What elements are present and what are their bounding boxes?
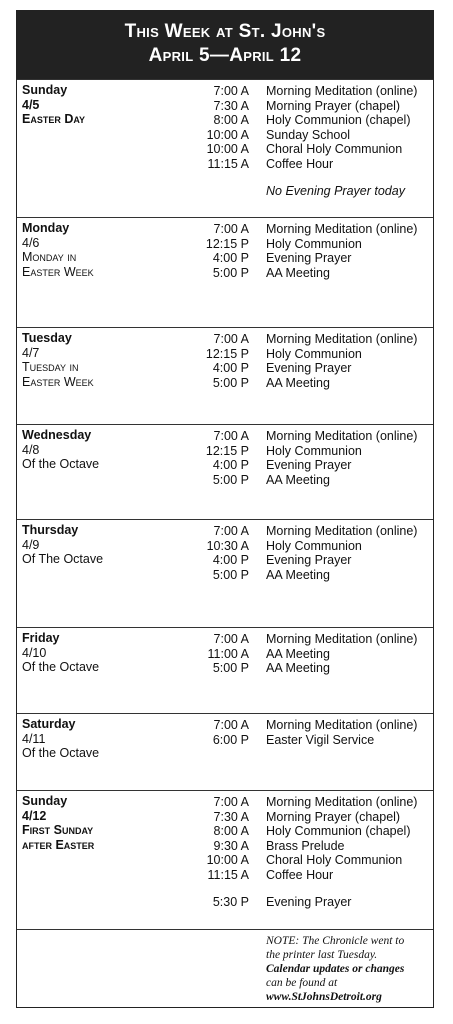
event-time: 7:00 A [213,524,249,538]
event-row [17,84,433,99]
day-observance: Easter Week [22,264,94,279]
event-title: Evening Prayer [266,553,352,567]
event-row [17,458,433,473]
event-title: Holy Communion [266,346,362,361]
event-row [17,853,433,868]
day-observance: Tuesday in [22,360,79,374]
event-title: Evening Prayer [266,361,352,375]
event-title: Choral Holy Communion [266,142,403,156]
day-date: 4/6 [22,235,40,250]
day-observance: Of The Octave [22,552,104,566]
event-row [17,113,433,128]
event-title: Morning Meditation (online) [266,795,418,809]
event-time: 7:00 A [213,222,249,236]
day-section [17,327,433,425]
day-observance: Of the Octave [22,457,100,471]
day-section [17,424,433,520]
event-row [17,361,433,376]
day-section [17,519,433,628]
event-time: 5:00 P [212,472,249,487]
event-time: 8:00 A [213,113,249,127]
event-title: Brass Prelude [266,838,345,853]
event-row [17,733,433,748]
event-time: 9:30 A [213,838,249,853]
event-row [17,868,433,883]
day-date: 4/9 [22,537,40,552]
event-title: Morning Prayer (chapel) [266,98,401,113]
event-row [17,473,433,488]
day-date: 4/10 [22,645,47,660]
event-row [17,553,433,568]
day-name: Monday [22,221,70,235]
event-row [17,332,433,347]
event-row [17,795,433,810]
event-row [17,184,433,199]
event-row [17,376,433,391]
day-section [17,790,433,930]
event-time: 7:00 A [213,332,249,346]
event-title: AA Meeting [266,567,330,582]
event-time: 6:00 P [212,732,249,747]
event-time: 7:00 A [213,429,249,443]
event-title: Holy Communion (chapel) [266,824,411,838]
event-row [17,718,433,733]
event-title: Sunday School [266,127,351,142]
event-title: Morning Meditation (online) [266,332,418,346]
event-row [17,632,433,647]
day-date: 4/5 [22,97,40,112]
event-time: 5:00 P [212,375,249,390]
event-title: Easter Vigil Service [266,732,375,747]
event-row [17,647,433,662]
event-row [17,661,433,676]
website-link[interactable]: www.StJohnsDetroit.org [266,991,382,1003]
event-row [17,824,433,839]
event-title: Holy Communion [266,538,362,553]
event-time: 4:00 P [212,251,249,265]
event-title: Holy Communion [266,236,362,251]
event-row [17,157,433,172]
event-title: Evening Prayer [266,895,352,909]
event-row [17,347,433,362]
event-title: Coffee Hour [266,156,334,171]
event-row [17,99,433,114]
event-title: Morning Meditation (online) [266,632,418,646]
event-row [17,429,433,444]
note-line: NOTE: The Chronicle went to [266,935,405,947]
day-observance: Of the Octave [22,660,100,674]
event-time: 11:15 A [207,156,249,171]
day-name: Thursday [22,523,79,537]
schedule-header [17,11,433,79]
event-row [17,251,433,266]
event-title: AA Meeting [266,661,330,675]
event-time: 10:00 A [206,853,249,867]
day-section [17,217,433,328]
day-observance: Monday in [22,250,77,264]
event-time: 7:00 A [213,84,249,98]
event-title: Morning Meditation (online) [266,222,418,236]
event-title: Holy Communion (chapel) [266,113,411,127]
note-line: Calendar updates or changes [266,963,405,975]
event-time: 10:00 A [206,142,249,156]
event-title: AA Meeting [266,265,330,280]
note-line: can be found at [266,977,338,989]
event-title: AA Meeting [266,472,330,487]
event-time: 11:00 A [207,646,249,661]
day-name: Tuesday [22,331,72,345]
event-title: Coffee Hour [266,867,334,882]
note-section [17,929,433,1007]
event-time: 8:00 A [213,824,249,838]
day-name: Wednesday [22,428,92,442]
event-title: Morning Meditation (online) [266,84,418,98]
event-row [17,810,433,825]
event-row [17,444,433,459]
event-row [17,266,433,281]
day-date: 4/7 [22,345,40,360]
event-time: 4:00 P [212,553,249,567]
day-observance: after Easter [22,837,95,852]
event-time: 5:00 P [212,265,249,280]
day-name: Sunday [22,794,68,808]
event-time: 7:30 A [213,98,249,113]
day-name: Sunday [22,83,68,97]
day-section [17,79,433,218]
day-observance: Of the Octave [22,746,100,760]
event-time: 7:00 A [213,632,249,646]
event-row [17,895,433,910]
event-time: 7:30 A [213,809,249,824]
event-row [17,142,433,157]
day-section [17,627,433,714]
event-time: 5:00 P [212,661,249,675]
event-time: 10:30 A [206,538,249,553]
event-row [17,237,433,252]
event-title: No Evening Prayer today [266,184,405,198]
event-time: 12:15 P [205,443,249,458]
event-time: 12:15 P [205,346,249,361]
event-time: 7:00 A [213,795,249,809]
event-title: Evening Prayer [266,458,352,472]
event-row [17,539,433,554]
day-date: 4/11 [22,731,46,746]
event-time: 12:15 P [205,236,249,251]
event-time: 4:00 P [212,458,249,472]
day-observance: First Sunday [22,823,94,837]
schedule-title: This Week at St. John's [124,21,326,42]
day-date: 4/12 [22,808,47,823]
day-name: Saturday [22,717,76,731]
event-title: Morning Meditation (online) [266,524,418,538]
event-time: 5:30 P [212,895,249,909]
event-time: 11:15 A [207,867,249,882]
event-row [17,222,433,237]
event-row [17,524,433,539]
event-title: Morning Prayer (chapel) [266,809,401,824]
event-title: Morning Meditation (online) [266,429,418,443]
schedule-date-range: April 5—April 12 [148,45,302,66]
day-observance: Easter Week [22,374,94,389]
event-title: Morning Meditation (online) [266,718,418,732]
event-title: Evening Prayer [266,251,352,265]
day-observance: Easter Day [22,112,86,126]
day-section [17,713,433,791]
event-time: 10:00 A [206,127,249,142]
event-time: 5:00 P [212,567,249,582]
event-row [17,568,433,583]
event-title: AA Meeting [266,646,330,661]
day-name: Friday [22,631,60,645]
weekly-schedule [16,10,434,1008]
day-date: 4/8 [22,442,40,457]
printer-note [266,934,432,1004]
event-title: AA Meeting [266,375,330,390]
event-row [17,839,433,854]
event-title: Choral Holy Communion [266,853,403,867]
event-row [17,128,433,143]
event-title: Holy Communion [266,443,362,458]
event-time: 7:00 A [213,718,249,732]
event-time: 4:00 P [212,361,249,375]
note-line: the printer last Tuesday. [266,949,378,961]
